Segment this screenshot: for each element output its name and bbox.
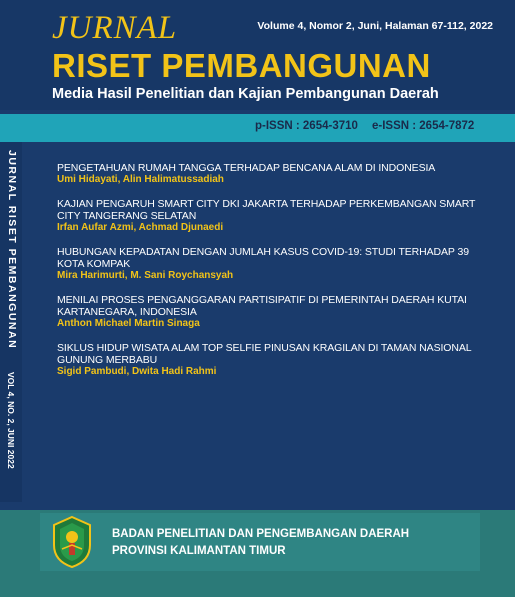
article-title: SIKLUS HIDUP WISATA ALAM TOP SELFIE PINUSAN KRAGILAN DI TAMAN NASIONAL GUNUNG MERBABU [57,342,472,366]
article-list [57,162,477,390]
article-authors: Mira Harimurti, M. Sani Roychansyah [57,270,234,281]
article-item [57,198,477,234]
cover-header [0,0,515,110]
print-issn: p-ISSN : 2654-3710 [255,120,358,132]
org-name-line2: PROVINSI KALIMANTAN TIMUR [112,545,286,557]
article-title: MENILAI PROSES PENGANGGARAN PARTISIPATIF DI PEMERINTAH DAERAH KUTAI KARTANEGARA, INDONESIA [57,294,467,318]
article-title: PENGETAHUAN RUMAH TANGGA TERHADAP BENCANA ALAM DI INDONESIA [57,162,436,174]
provincial-emblem-icon [50,515,94,569]
article-authors: Anthon Michael Martin Sinaga [57,318,200,329]
journal-subtitle: Media Hasil Penelitian dan Kajian Pembangunan Daerah [52,86,439,102]
article-authors: Sigid Pambudi, Dwita Hadi Rahmi [57,366,217,377]
article-authors: Irfan Aufar Azmi, Achmad Djunaedi [57,222,224,233]
article-title: KAJIAN PENGARUH SMART CITY DKI JAKARTA TERHADAP PERKEMBANGAN SMART CITY TANGERANG SELATAN [57,198,476,222]
article-item [57,162,477,186]
article-item [57,246,477,282]
article-title: HUBUNGAN KEPADATAN DENGAN JUMLAH KASUS COVID-19: STUDI TERHADAP 39 KOTA KOMPAK [57,246,469,270]
article-item [57,342,477,378]
electronic-issn: e-ISSN : 2654-7872 [372,120,475,132]
article-authors: Umi Hidayati, Alin Halimatussadiah [57,174,224,185]
journal-title: RISET PEMBANGUNAN [52,47,431,84]
journal-label: JURNAL [52,10,178,46]
org-name-line1: BADAN PENELITIAN DAN PENGEMBANGAN DAERAH [112,528,410,540]
volume-info: Volume 4, Nomor 2, Juni, Halaman 67-112, 2022 [257,20,493,32]
spine-volume: VOL 4, NO. 2, JUNI 2022 [6,372,16,469]
article-item [57,294,477,330]
footer-panel [40,513,480,571]
spine-title: JURNAL RISET PEMBANGUNAN [6,150,18,350]
